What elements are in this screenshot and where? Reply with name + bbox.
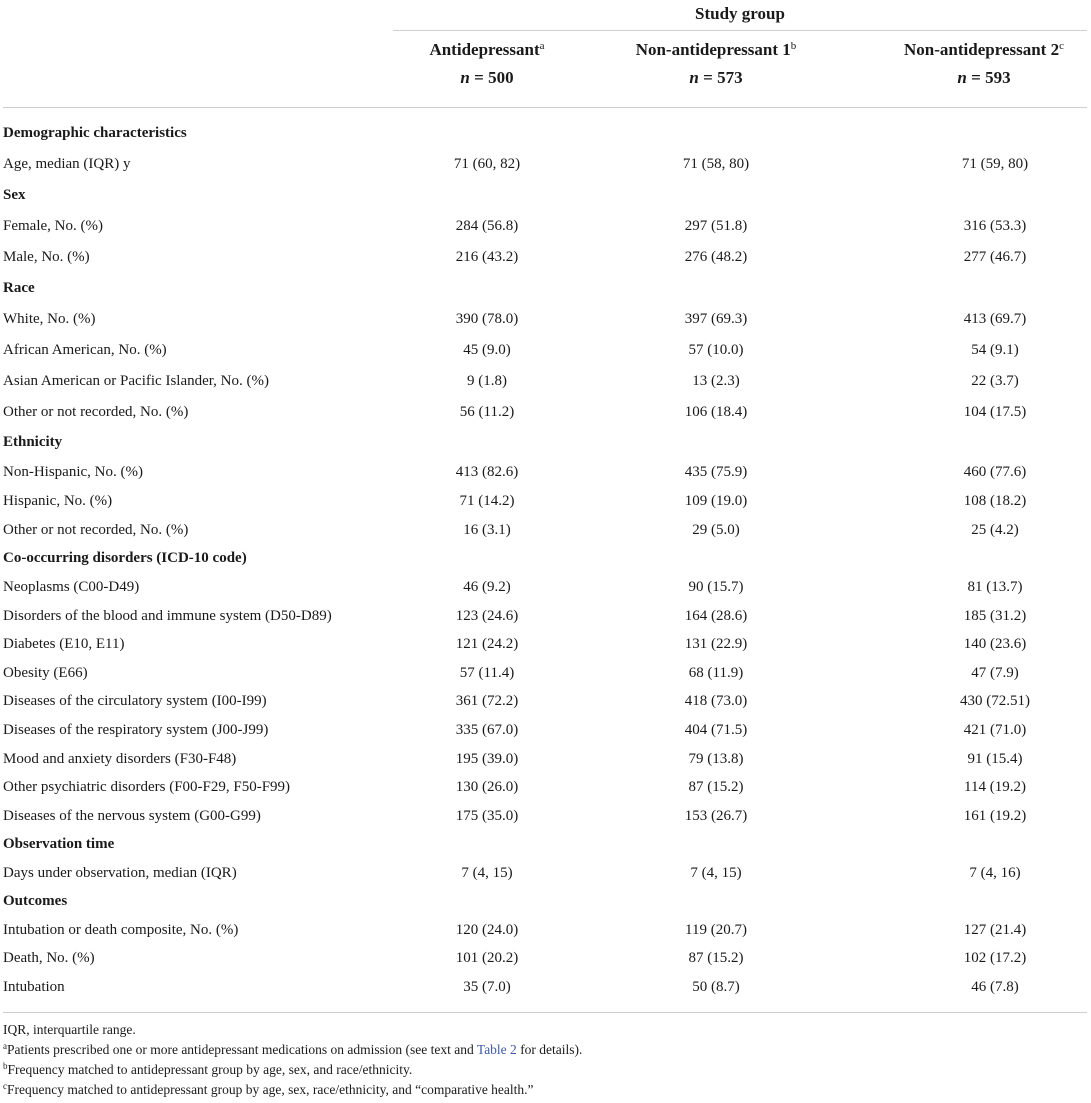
- row-label: Non-Hispanic, No. (%): [3, 464, 143, 480]
- section-header-row: [3, 274, 1087, 302]
- cell-value: 13 (2.3): [692, 373, 740, 389]
- cell-value: 57 (11.4): [459, 665, 515, 681]
- cell-value: 7 (4, 15): [461, 865, 513, 881]
- cell-value: 45 (9.0): [463, 342, 511, 358]
- cell-value: 121 (24.2): [455, 636, 519, 652]
- cell-value: 25 (4.2): [971, 522, 1019, 538]
- table-row: [3, 745, 1087, 773]
- table-row: [3, 944, 1087, 972]
- section-label: Outcomes: [3, 893, 68, 909]
- cell-value: 50 (8.7): [692, 979, 740, 995]
- section-label: Race: [3, 280, 35, 296]
- cell-value: 430 (72.51): [960, 693, 1030, 709]
- cell-value: 47 (7.9): [971, 665, 1019, 681]
- cell-value: 106 (18.4): [684, 404, 748, 420]
- n-value: = 573: [703, 68, 743, 87]
- row-label: Age, median (IQR) y: [3, 156, 131, 172]
- row-label: Diseases of the circulatory system (I00-I99): [3, 693, 267, 709]
- footnote-b-text: Frequency matched to antidepressant group by age, sex, and race/ethnicity.: [7, 1062, 413, 1077]
- table-row: [3, 458, 1087, 486]
- cell-value: 114 (19.2): [964, 779, 1026, 795]
- n-label: n: [957, 68, 967, 87]
- cell-value: 335 (67.0): [455, 722, 519, 738]
- cell-value: 71 (60, 82): [453, 156, 521, 172]
- footnote-c-text: Frequency matched to antidepressant group by age, sex, race/ethnicity, and “comparative health.”: [7, 1082, 534, 1097]
- cell-value: 164 (28.6): [684, 608, 748, 624]
- column-header-antidepressant: [407, 36, 567, 96]
- row-label: Mood and anxiety disorders (F30-F48): [3, 751, 237, 767]
- header-divider: [3, 107, 1087, 108]
- cell-value: 54 (9.1): [971, 342, 1019, 358]
- cell-value: 297 (51.8): [684, 218, 748, 234]
- cell-value: 56 (11.2): [459, 404, 515, 420]
- cell-value: 175 (35.0): [455, 808, 519, 824]
- cell-value: 361 (72.2): [455, 693, 519, 709]
- cell-value: 276 (48.2): [684, 249, 748, 265]
- cell-value: 460 (77.6): [963, 464, 1027, 480]
- table-row: [3, 243, 1087, 271]
- table-row: [3, 336, 1087, 364]
- table-2-link[interactable]: Table 2: [476, 1042, 517, 1057]
- cell-value: 46 (9.2): [463, 579, 511, 595]
- row-label: Other psychiatric disorders (F00-F29, F50-F99): [3, 779, 291, 795]
- n-value: = 593: [971, 68, 1011, 87]
- cell-value: 29 (5.0): [692, 522, 740, 538]
- row-label: Death, No. (%): [3, 950, 95, 966]
- column-header-non-antidepressant-1: [601, 36, 831, 96]
- cell-value: 90 (15.7): [688, 579, 744, 595]
- section-header-row: [3, 181, 1087, 209]
- row-label: Hispanic, No. (%): [3, 493, 113, 509]
- cell-value: 216 (43.2): [455, 249, 519, 265]
- cell-value: 140 (23.6): [963, 636, 1027, 652]
- table-row: [3, 305, 1087, 333]
- section-header-row: [3, 830, 1087, 858]
- cell-value: 7 (4, 15): [690, 865, 742, 881]
- cell-value: 109 (19.0): [684, 493, 748, 509]
- column-name: Non-antidepressant 2: [904, 40, 1060, 59]
- table-row: [3, 150, 1087, 178]
- cell-value: 413 (82.6): [455, 464, 519, 480]
- cell-value: 68 (11.9): [688, 665, 744, 681]
- section-header-row: [3, 887, 1087, 915]
- cell-value: 284 (56.8): [455, 218, 519, 234]
- cell-value: 102 (17.2): [963, 950, 1027, 966]
- cell-value: 9 (1.8): [467, 373, 507, 389]
- cell-value: 123 (24.6): [455, 608, 519, 624]
- section-label: Co-occurring disorders (ICD-10 code): [3, 550, 247, 566]
- cell-value: 71 (14.2): [459, 493, 515, 509]
- section-label: Sex: [3, 187, 26, 203]
- footnote-b-marker: b: [3, 1061, 8, 1071]
- section-label: Demographic characteristics: [3, 125, 187, 141]
- footnotes: [3, 1020, 1087, 1100]
- cell-value: 7 (4, 16): [969, 865, 1021, 881]
- cell-value: 108 (18.2): [963, 493, 1027, 509]
- table-row: [3, 630, 1087, 658]
- footnote-iqr: IQR, interquartile range.: [3, 1022, 136, 1037]
- row-label: Days under observation, median (IQR): [3, 865, 237, 881]
- cell-value: 185 (31.2): [963, 608, 1027, 624]
- cell-value: 130 (26.0): [455, 779, 519, 795]
- table-row: [3, 573, 1087, 601]
- cell-value: 16 (3.1): [463, 522, 511, 538]
- n-label: n: [460, 68, 470, 87]
- table-row: [3, 602, 1087, 630]
- table-row: [3, 516, 1087, 544]
- table-row: [3, 916, 1087, 944]
- footnote-c-marker: c: [3, 1081, 7, 1091]
- row-label: African American, No. (%): [3, 342, 167, 358]
- footnote-a: [3, 1040, 1087, 1060]
- column-header-non-antidepressant-2: [879, 36, 1089, 96]
- section-header-row: [3, 544, 1087, 572]
- study-group-header: Study group: [393, 2, 1087, 31]
- footnote-b: [3, 1060, 1087, 1080]
- table-row: [3, 212, 1087, 240]
- row-label: Diseases of the respiratory system (J00-J99): [3, 722, 269, 738]
- row-label: Diabetes (E10, E11): [3, 636, 125, 652]
- footnote-marker: b: [790, 40, 797, 52]
- footnote-a-text: Patients prescribed one or more antidepressant medications on admission (see text and: [7, 1042, 477, 1057]
- row-label: Asian American or Pacific Islander, No. (%): [3, 373, 269, 389]
- cell-value: 397 (69.3): [684, 311, 748, 327]
- cell-value: 153 (26.7): [684, 808, 748, 824]
- section-label: Ethnicity: [3, 434, 63, 450]
- footnote-c: [3, 1080, 1087, 1100]
- cell-value: 87 (15.2): [688, 950, 744, 966]
- table-row: [3, 487, 1087, 515]
- table-row: [3, 716, 1087, 744]
- table-row: [3, 659, 1087, 687]
- cell-value: 131 (22.9): [684, 636, 748, 652]
- row-label: Intubation or death composite, No. (%): [3, 922, 239, 938]
- table-row: [3, 773, 1087, 801]
- row-label: Diseases of the nervous system (G00-G99): [3, 808, 261, 824]
- row-label: Obesity (E66): [3, 665, 88, 681]
- section-header-row: [3, 119, 1087, 147]
- row-label: Disorders of the blood and immune system (D50-D89): [3, 608, 332, 624]
- cell-value: 35 (7.0): [463, 979, 511, 995]
- footnote-a-text-end: for details).: [516, 1042, 583, 1057]
- cell-value: 390 (78.0): [455, 311, 519, 327]
- cell-value: 127 (21.4): [963, 922, 1027, 938]
- cell-value: 46 (7.8): [971, 979, 1019, 995]
- table-row: [3, 367, 1087, 395]
- column-name: Non-antidepressant 1: [635, 40, 791, 59]
- cell-value: 418 (73.0): [684, 693, 748, 709]
- cell-value: 120 (24.0): [455, 922, 519, 938]
- cell-value: 316 (53.3): [963, 218, 1027, 234]
- cell-value: 57 (10.0): [688, 342, 744, 358]
- cell-value: 161 (19.2): [963, 808, 1027, 824]
- footnote-a-marker: a: [3, 1041, 7, 1051]
- table-row: [3, 973, 1087, 1001]
- cell-value: 101 (20.2): [455, 950, 519, 966]
- cell-value: 71 (59, 80): [961, 156, 1029, 172]
- table-bottom-rule: [3, 1012, 1087, 1013]
- section-header-row: [3, 428, 1087, 456]
- footnote-marker: a: [539, 40, 545, 52]
- row-label: Other or not recorded, No. (%): [3, 404, 189, 420]
- cell-value: 119 (20.7): [685, 922, 747, 938]
- cell-value: 195 (39.0): [455, 751, 519, 767]
- table-row: [3, 687, 1087, 715]
- cell-value: 22 (3.7): [971, 373, 1019, 389]
- cell-value: 421 (71.0): [963, 722, 1027, 738]
- table-row: [3, 802, 1087, 830]
- table-row: [3, 398, 1087, 426]
- cell-value: 81 (13.7): [967, 579, 1023, 595]
- cell-value: 87 (15.2): [688, 779, 744, 795]
- footnote-marker: c: [1059, 40, 1064, 52]
- n-value: = 500: [474, 68, 514, 87]
- section-label: Observation time: [3, 836, 115, 852]
- cell-value: 104 (17.5): [963, 404, 1027, 420]
- cell-value: 71 (58, 80): [682, 156, 750, 172]
- cell-value: 435 (75.9): [684, 464, 748, 480]
- cell-value: 79 (13.8): [688, 751, 744, 767]
- row-label: Female, No. (%): [3, 218, 103, 234]
- row-label: Other or not recorded, No. (%): [3, 522, 189, 538]
- cell-value: 413 (69.7): [963, 311, 1027, 327]
- cell-value: 404 (71.5): [684, 722, 748, 738]
- cell-value: 91 (15.4): [967, 751, 1023, 767]
- n-label: n: [689, 68, 699, 87]
- row-label: Intubation: [3, 979, 65, 995]
- row-label: White, No. (%): [3, 311, 96, 327]
- column-name: Antidepressant: [429, 40, 540, 59]
- table-row: [3, 859, 1087, 887]
- row-label: Male, No. (%): [3, 249, 90, 265]
- cell-value: 277 (46.7): [963, 249, 1027, 265]
- row-label: Neoplasms (C00-D49): [3, 579, 140, 595]
